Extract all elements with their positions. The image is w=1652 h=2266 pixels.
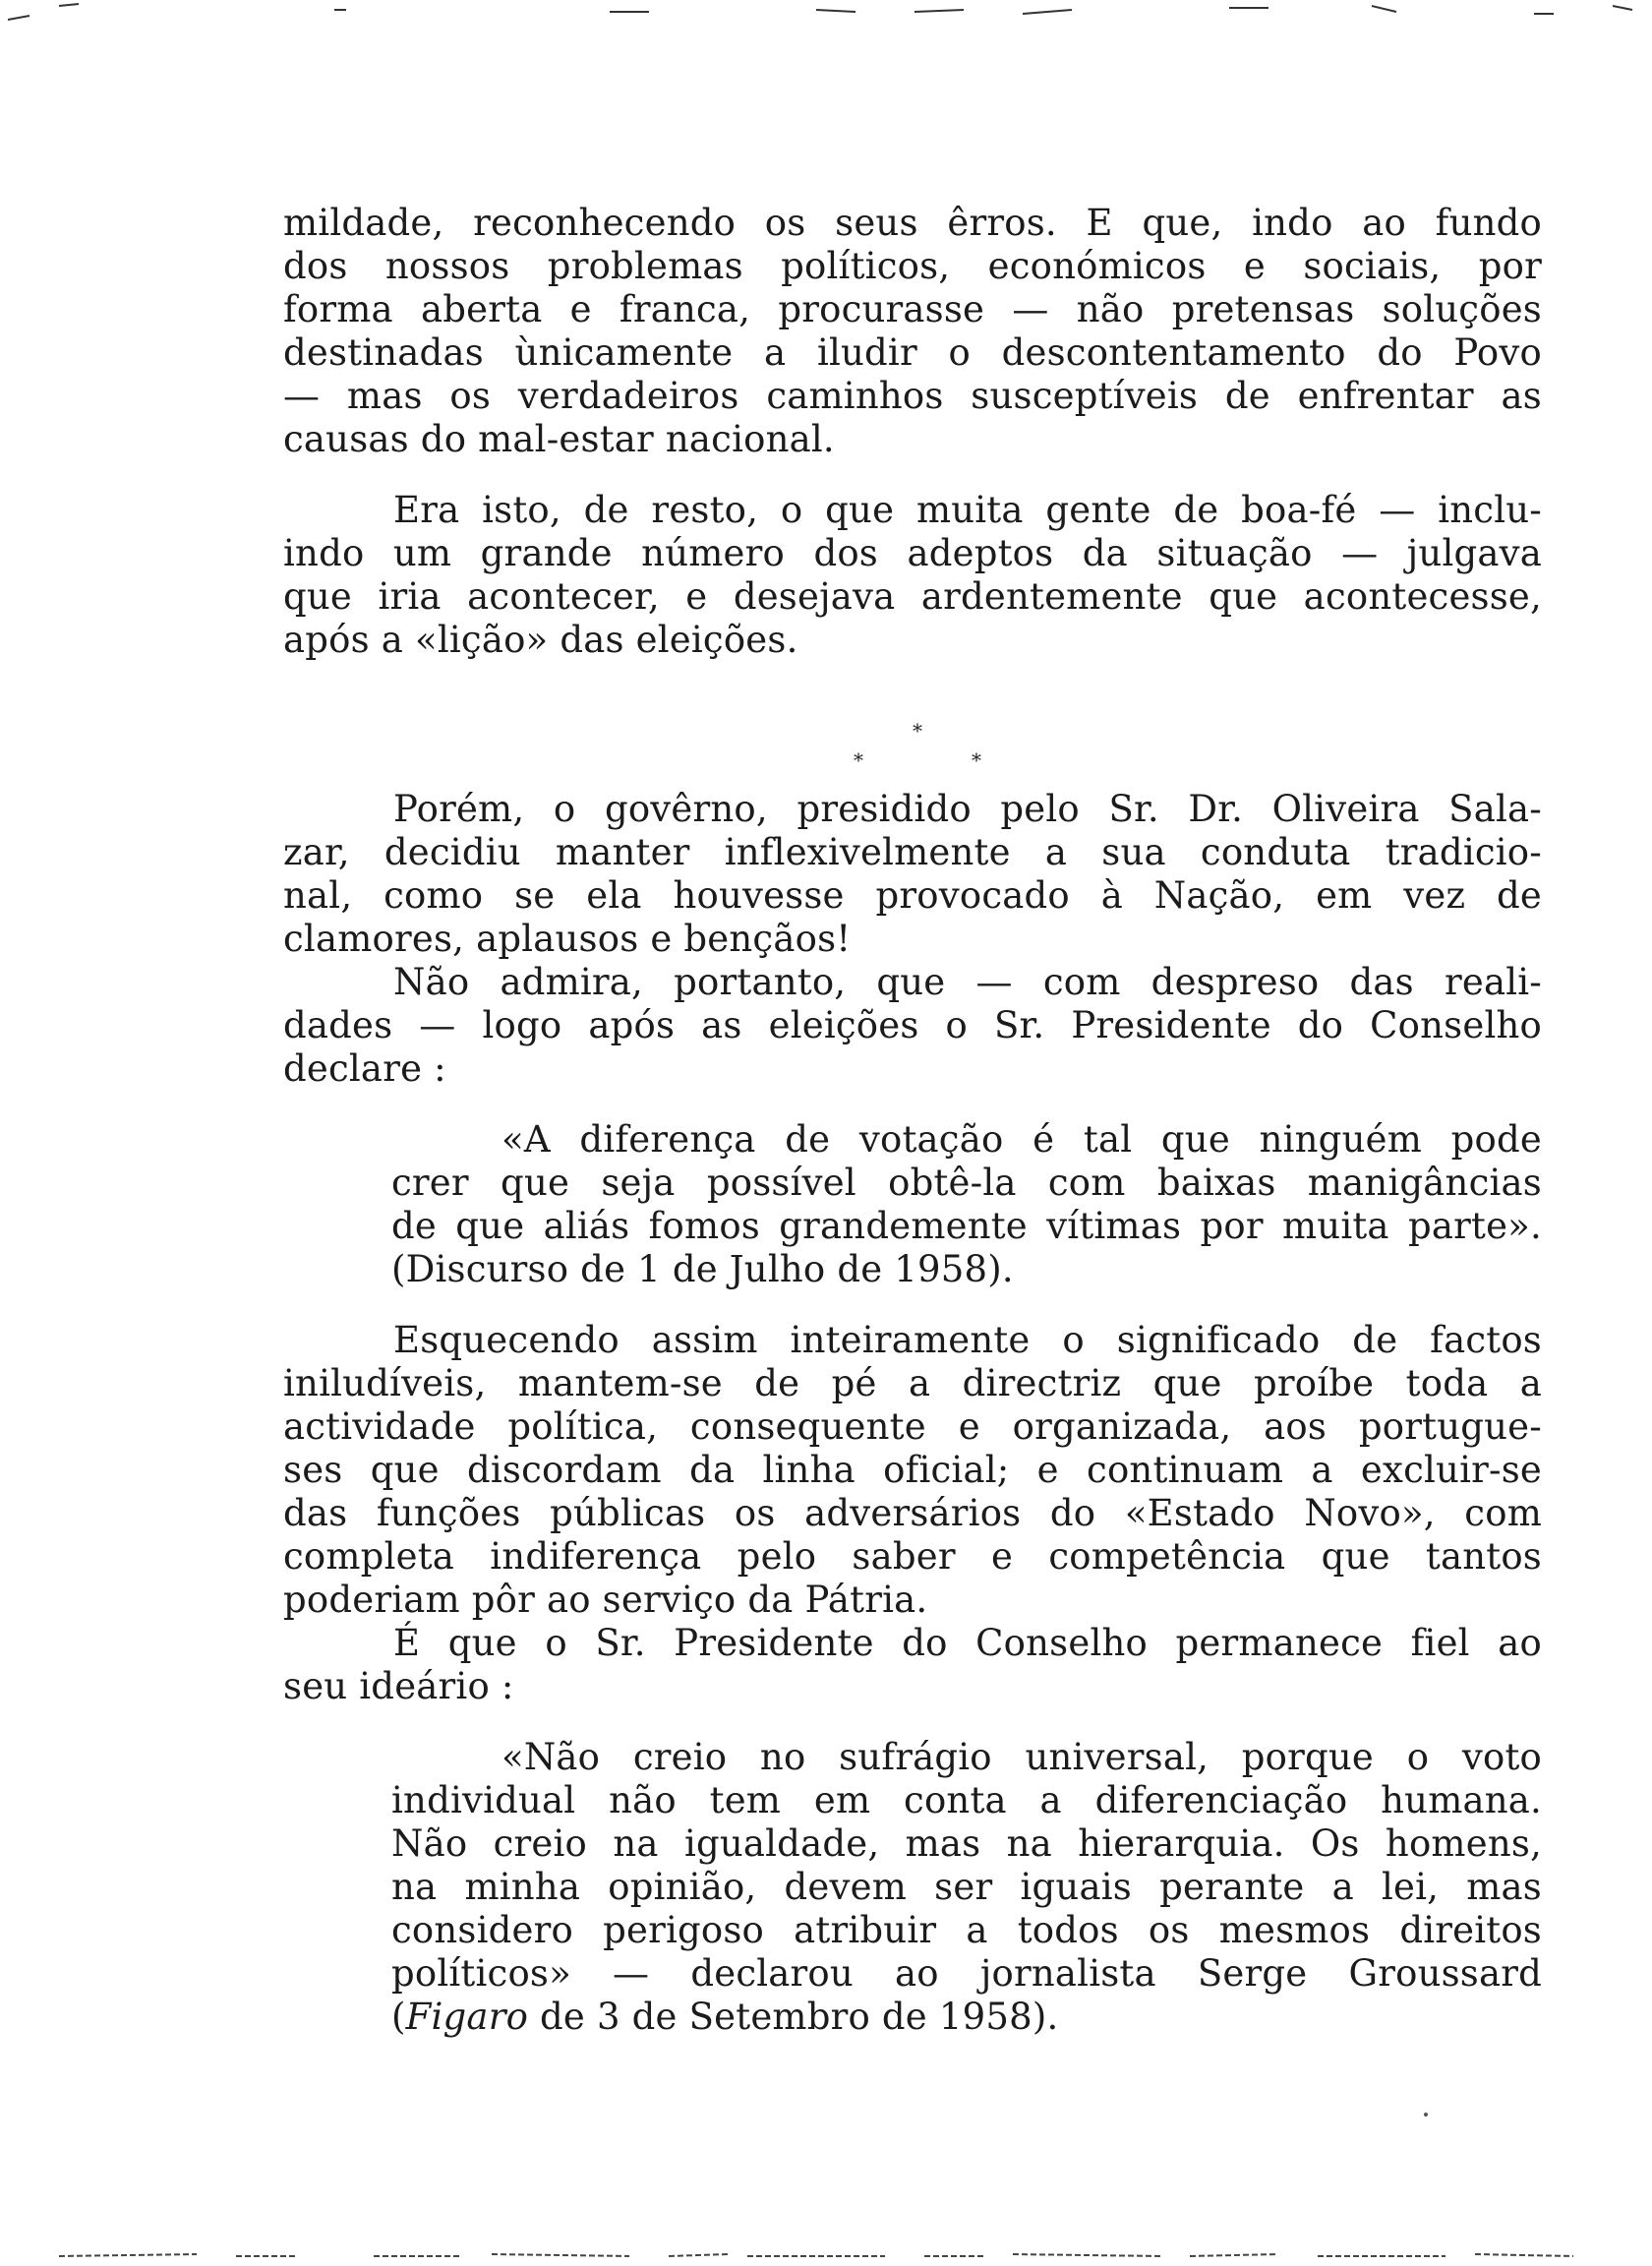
text-line: considero perigoso atribuir a todos os mesmos direitos <box>391 1909 1542 1951</box>
text-line: poderiam pôr ao serviço da Pátria. <box>283 1579 928 1621</box>
text-line: nal, como se ela houvesse provocado à Nação, em vez de <box>283 874 1542 917</box>
text-line: (Discurso de 1 de Julho de 1958). <box>391 1248 1014 1290</box>
scan-bottom-edge <box>0 2244 1652 2266</box>
paragraph-4 <box>283 961 1542 1091</box>
text-line: Esquecendo assim inteiramente o significado de factos <box>393 1319 1542 1361</box>
paragraph-2 <box>283 489 1542 662</box>
paragraph-1 <box>283 202 1542 461</box>
paragraph-3 <box>283 788 1542 961</box>
text-line: Porém, o govêrno, presidido pelo Sr. Dr. Oliveira Sala- <box>393 788 1542 830</box>
text-line: Não admira, portanto, que — com despreso das reali- <box>393 961 1542 1003</box>
text-line: declare : <box>283 1047 446 1090</box>
text-line-citation <box>391 1996 1542 2039</box>
text-line: mildade, reconhecendo os seus êrros. E que, indo ao fundo <box>283 202 1542 244</box>
citation-rest: de 3 de Setembro de 1958). <box>528 1996 1059 2038</box>
paragraph-5 <box>283 1319 1542 1622</box>
text-line: destinadas ùnicamente a iludir o descontentamento do Povo <box>283 331 1542 374</box>
text-line: iniludíveis, mantem-se de pé a directriz que proíbe toda a <box>283 1362 1542 1404</box>
text-line: — mas os verdadeiros caminhos susceptíveis de enfrentar as <box>283 375 1542 417</box>
separator-star: * <box>854 748 863 772</box>
text-line: forma aberta e franca, procurasse — não pretensas soluções <box>283 288 1542 330</box>
text-line: Não creio na igualdade, mas na hierarquia. Os homens, <box>391 1822 1542 1865</box>
scan-top-edge <box>0 0 1652 24</box>
paragraph-6 <box>283 1622 1542 1708</box>
text-line: clamores, aplausos e bençãos! <box>283 918 852 960</box>
block-quote-1 <box>391 1118 1542 1291</box>
text-line: crer que seja possível obtê-la com baixas manigâncias <box>391 1162 1542 1204</box>
section-separator <box>283 691 1542 780</box>
text-line: «Não creio no sufrágio universal, porque o voto <box>502 1736 1542 1778</box>
text-line: políticos» — declarou ao jornalista Serge Groussard <box>391 1952 1542 1995</box>
text-line: zar, decidiu manter inflexivelmente a sua conduta tradicio- <box>283 831 1542 873</box>
citation-newspaper: Figaro <box>405 1996 529 2038</box>
text-line: actividade política, consequente e organizada, aos portugue- <box>283 1405 1542 1448</box>
text-line: individual não tem em conta a diferenciação humana. <box>391 1779 1542 1821</box>
text-line: que iria acontecer, e desejava ardentemente que acontecesse, <box>283 575 1542 618</box>
text-line: indo um grande número dos adeptos da situação — julgava <box>283 532 1542 574</box>
separator-star: * <box>913 719 922 743</box>
text-line: completa indiferença pelo saber e competência que tantos <box>283 1535 1542 1578</box>
block-quote-2 <box>391 1736 1542 2039</box>
separator-star: * <box>972 748 981 772</box>
citation-open: ( <box>391 1996 406 2038</box>
document-page <box>283 202 1542 2039</box>
text-line: na minha opinião, devem ser iguais perante a lei, mas <box>391 1866 1542 1908</box>
text-line: causas do mal-estar nacional. <box>283 418 835 460</box>
scan-speck <box>1424 2113 1428 2117</box>
text-line: «A diferença de votação é tal que ninguém pode <box>502 1118 1542 1161</box>
text-line: de que aliás fomos grandemente vítimas por muita parte». <box>391 1205 1542 1247</box>
text-line: Era isto, de resto, o que muita gente de boa-fé — inclu- <box>393 489 1542 531</box>
text-line: É que o Sr. Presidente do Conselho permanece fiel ao <box>393 1622 1542 1664</box>
text-line: das funções públicas os adversários do «Estado Novo», com <box>283 1492 1542 1534</box>
text-line: seu ideário : <box>283 1665 514 1707</box>
text-line: dos nossos problemas políticos, económicos e sociais, por <box>283 245 1542 287</box>
text-line: dades — logo após as eleições o Sr. Presidente do Conselho <box>283 1004 1542 1046</box>
text-line: ses que discordam da linha oficial; e continuam a excluir-se <box>283 1449 1542 1491</box>
text-line: após a «lição» das eleições. <box>283 619 798 661</box>
